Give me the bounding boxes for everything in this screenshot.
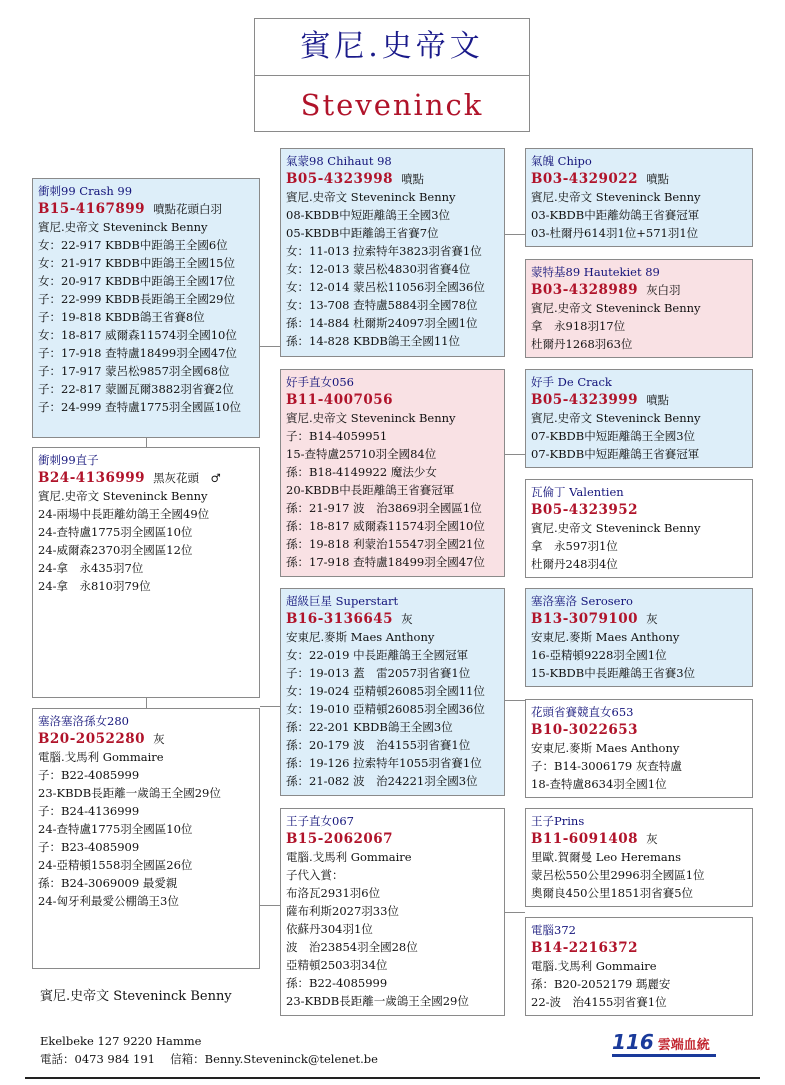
pedigree-card-huatou [525,699,753,798]
pedigree-line: 24-亞精頓1558羽全國區26位 [38,858,193,872]
ring-number: B16-3136645 [286,611,394,627]
pedigree-line: 女：12-013 蒙呂松4830羽省賽4位 [286,262,471,276]
ring-number: B11-4007056 [286,392,394,408]
pedigree-line: 子：22-817 蒙圖瓦爾3882羽省賽2位 [38,382,234,396]
pedigree-line: 24-拿 永435羽7位 [38,561,144,575]
pedigree-line: 24-拿 永810羽79位 [38,579,151,593]
pedigree-line: 賓尼.史帝文 Steveninck Benny [531,411,701,425]
pedigree-line: 布洛瓦2931羽6位 [286,886,381,900]
ring-color: 灰 [401,612,413,626]
bird-name: 塞洛塞洛 Serosero [531,594,633,608]
pedigree-line: 女：20-917 KBDB中距鴿王全國17位 [38,274,235,288]
pedigree-line: 女：22-019 中長距離鴿王全國冠軍 [286,648,469,662]
pedigree-line: 里歐.賀爾曼 Leo Heremans [531,850,682,864]
ring-color: 黑灰花頭 ♂ [153,471,221,485]
pedigree-line: 電腦.戈馬利 Gommaire [531,959,657,973]
bird-name: 好手 De Crack [531,375,612,389]
pedigree-line: 03-杜爾丹614羽1位+571羽1位 [531,226,699,240]
ring-number: B15-4167899 [38,201,146,217]
ring-number: B15-2062067 [286,831,394,847]
pedigree-line: 子代入賞： [286,868,344,882]
pedigree-line: 23-KBDB長距離一歲鴿王全國29位 [286,994,469,1008]
bird-name: 氣魄 Chipo [531,154,592,168]
pedigree-line: 杜爾丹1268羽63位 [531,337,633,351]
pedigree-card-offspring [32,708,260,969]
pedigree-line: 孫：22-201 KBDB鴿王全國3位 [286,720,453,734]
ring-number: B03-4329022 [531,171,639,187]
ring-color: 灰 [646,612,658,626]
pedigree-line: 依蘇丹304羽1位 [286,922,373,936]
pedigree-line: 子：B14-3006179 灰查特盧 [531,759,682,773]
pedigree-line: 子：24-999 查特盧1775羽全國區10位 [38,400,242,414]
ring-number: B11-6091408 [531,831,639,847]
bird-name: 瓦倫丁 Valentien [531,485,624,499]
owner-address: Ekelbeke 127 9220 Hamme [40,1034,202,1048]
pedigree-line: 15-查特盧25710羽全國84位 [286,447,437,461]
owner-contact [40,1032,378,1068]
pedigree-line: 24-查特盧1775羽全國區10位 [38,525,193,539]
bird-name: 花頭省賽競直女653 [531,705,634,719]
pedigree-line: 安東尼.麥斯 Maes Anthony [286,630,435,644]
pedigree-line: 孫：21-917 波 治3869羽全國區1位 [286,501,482,515]
pedigree-line: 女：19-010 亞精頓26085羽全國36位 [286,702,485,716]
pedigree-line: 女：11-013 拉索特年3823羽省賽1位 [286,244,482,258]
pedigree-line: 賓尼.史帝文 Steveninck Benny [286,190,456,204]
bird-name: 電腦372 [531,923,576,937]
pedigree-line: 孫：19-818 利蒙治15547羽全國21位 [286,537,485,551]
connector [260,346,280,347]
ring-color: 灰 [153,732,165,746]
pedigree-line: 賓尼.史帝文 Steveninck Benny [38,220,208,234]
pedigree-line: 賓尼.史帝文 Steveninck Benny [38,489,208,503]
pedigree-card-dam-sire [525,369,753,468]
owner-name: 賓尼.史帝文 Steveninck Benny [40,989,232,1004]
ring-number: B14-2216372 [531,940,639,956]
pedigree-card-dam [280,369,505,577]
pedigree-line: 安東尼.麥斯 Maes Anthony [531,741,680,755]
bird-name: 超級巨星 Superstart [286,594,399,608]
ring-number: B20-2052280 [38,731,146,747]
pedigree-card-subject [32,178,260,438]
title-english: Steveninck [300,88,484,122]
connector [505,454,525,455]
ring-number: B05-4323952 [531,502,639,518]
pedigree-line: 賓尼.史帝文 Steveninck Benny [531,301,701,315]
pedigree-line: 15-KBDB中長距離鴿王省賽3位 [531,666,696,680]
pedigree-line: 賓尼.史帝文 Steveninck Benny [531,521,701,535]
bird-name: 好手直女056 [286,375,354,389]
pedigree-line: 孫：14-828 KBDB鴿王全國11位 [286,334,460,348]
pedigree-line: 蒙呂松550公里2996羽全國區1位 [531,868,705,882]
pedigree-line: 亞精頓2503羽34位 [286,958,388,972]
pedigree-card-computer372 [525,917,753,1016]
pedigree-line: 05-KBDB中距離鴿王省賽7位 [286,226,439,240]
pedigree-line: 薩布利斯2027羽33位 [286,904,399,918]
pedigree-line: 孫：17-918 查特盧18499羽全國47位 [286,555,485,569]
pedigree-card-superstart [280,588,505,796]
pedigree-line: 女：13-708 查特盧5884羽全國78位 [286,298,478,312]
pedigree-card-serosero [525,588,753,687]
pedigree-line: 24-兩場中長距離幼鴿王全國49位 [38,507,210,521]
pedigree-line: 杜爾丹248羽4位 [531,557,618,571]
pedigree-line: 22-波 治4155羽省賽1位 [531,995,667,1009]
pedigree-line: 子：22-999 KBDB長距鴿王全國29位 [38,292,235,306]
pedigree-line: 女：19-024 亞精頓26085羽全國11位 [286,684,485,698]
pedigree-line: 16-亞精頓9228羽全國1位 [531,648,667,662]
pedigree-line: 子：17-918 查特盧18499羽全國47位 [38,346,237,360]
pedigree-line: 子：19-818 KBDB鴿王省賽8位 [38,310,205,324]
bird-name: 衝刺99 Crash 99 [38,184,133,198]
pedigree-card-mate [32,447,260,698]
pedigree-line: 孫：18-817 威爾森11574羽全國10位 [286,519,485,533]
ring-number: B05-4323998 [286,171,394,187]
ring-number: B10-3022653 [531,722,639,738]
pedigree-line: 23-KBDB長距離一歲鴿王全國29位 [38,786,221,800]
bird-name: 衝刺99直子 [38,453,99,467]
pedigree-card-dam-dam [525,479,753,578]
logo-number: 116 [612,1030,654,1054]
pedigree-line: 賓尼.史帝文 Steveninck Benny [286,411,456,425]
connector [146,698,147,708]
pedigree-line: 子：19-013 蓋 雷2057羽省賽1位 [286,666,471,680]
pedigree-line: 孫：B24-3069009 最愛親 [38,876,178,890]
pedigree-line: 07-KBDB中短距離鴿王全國3位 [531,429,696,443]
pedigree-line: 18-查特盧8634羽全國1位 [531,777,667,791]
pedigree-line: 24-查特盧1775羽全國區10位 [38,822,193,836]
ring-color: 噴點花頭白羽 [153,202,223,216]
ring-number: B13-3079100 [531,611,639,627]
pedigree-line: 拿 永918羽17位 [531,319,626,333]
pedigree-line: 電腦.戈馬利 Gommaire [286,850,412,864]
pedigree-card-prins [525,808,753,907]
ring-number: B24-4136999 [38,470,146,486]
pedigree-line: 孫：20-179 波 治4155羽省賽1位 [286,738,471,752]
pedigree-line: 電腦.戈馬利 Gommaire [38,750,164,764]
pedigree-line: 子：17-917 蒙呂松9857羽全國68位 [38,364,230,378]
pedigree-line: 子：B23-4085909 [38,840,140,854]
pedigree-line: 孫：B22-4085999 [286,976,388,990]
pedigree-line: 08-KBDB中短距離鴿王全國3位 [286,208,451,222]
pedigree-line: 子：B24-4136999 [38,804,140,818]
pedigree-line: 孫：B18-4149922 魔法少女 [286,465,437,479]
connector [505,912,525,913]
logo-underline [612,1054,716,1057]
pedigree-line: 奧爾良450公里1851羽省賽5位 [531,886,694,900]
pedigree-line: 孫：21-082 波 治24221羽全國3位 [286,774,478,788]
ring-color: 噴點 [646,393,670,407]
footer-divider [25,1077,760,1079]
pedigree-line: 03-KBDB中距離幼鴿王省賽冠軍 [531,208,700,222]
logo-text: 雲端血統 [657,1038,710,1053]
connector [505,234,525,235]
connector [505,700,525,701]
bird-name: 塞洛塞洛孫女280 [38,714,129,728]
title-chinese: 賓尼.史帝文 [255,19,529,76]
pedigree-line: 20-KBDB中長距離鴿王省賽冠軍 [286,483,455,497]
ring-color: 灰 [646,832,658,846]
pedigree-line: 07-KBDB中短距離鴿王省賽冠軍 [531,447,700,461]
pedigree-line: 子：B14-4059951 [286,429,388,443]
bird-name: 王子Prins [531,814,585,828]
pedigree-line: 賓尼.史帝文 Steveninck Benny [531,190,701,204]
ring-color: 噴點 [401,172,425,186]
pedigree-line: 女：18-817 威爾森11574羽全國10位 [38,328,237,342]
pedigree-line: 安東尼.麥斯 Maes Anthony [531,630,680,644]
pedigree-line: 子：B22-4085999 [38,768,140,782]
ring-number: B03-4328989 [531,282,639,298]
pedigree-line: 女：12-014 蒙呂松11056羽全國36位 [286,280,485,294]
pedigree-line: 24-威爾森2370羽全國區12位 [38,543,193,557]
ring-number: B05-4323999 [531,392,639,408]
pedigree-card-sire [280,148,505,357]
bird-name: 蒙特基89 Hautekiet 89 [531,265,660,279]
bird-name: 氣蒙98 Chihaut 98 [286,154,392,168]
pedigree-line: 女：21-917 KBDB中距鴿王全國15位 [38,256,235,270]
ring-color: 噴點 [646,172,670,186]
brand-logo [612,1030,732,1058]
pedigree-card-sire-dam [525,259,753,358]
pedigree-card-wangzi-zhinv [280,808,505,1016]
pedigree-line: 孫：14-884 杜爾斯24097羽全國1位 [286,316,478,330]
connector [146,437,147,447]
owner-phone-email: 電話：0473 984 191 信箱：Benny.Steveninck@telenet.be [40,1052,378,1066]
pedigree-line: 孫：B20-2052179 瑪麗安 [531,977,671,991]
title-box [254,18,530,132]
pedigree-line: 24-匈牙利最愛公棚鴿王3位 [38,894,179,908]
pedigree-card-sire-sire [525,148,753,247]
pedigree-line: 波 治23854羽全國28位 [286,940,418,954]
connector [260,905,280,906]
pedigree-line: 孫：19-126 拉索特年1055羽省賽1位 [286,756,482,770]
pedigree-line: 女：22-917 KBDB中距鴿王全國6位 [38,238,228,252]
bird-name: 王子直女067 [286,814,354,828]
connector [260,706,280,707]
ring-color: 灰白羽 [646,283,681,297]
pedigree-line: 拿 永597羽1位 [531,539,618,553]
